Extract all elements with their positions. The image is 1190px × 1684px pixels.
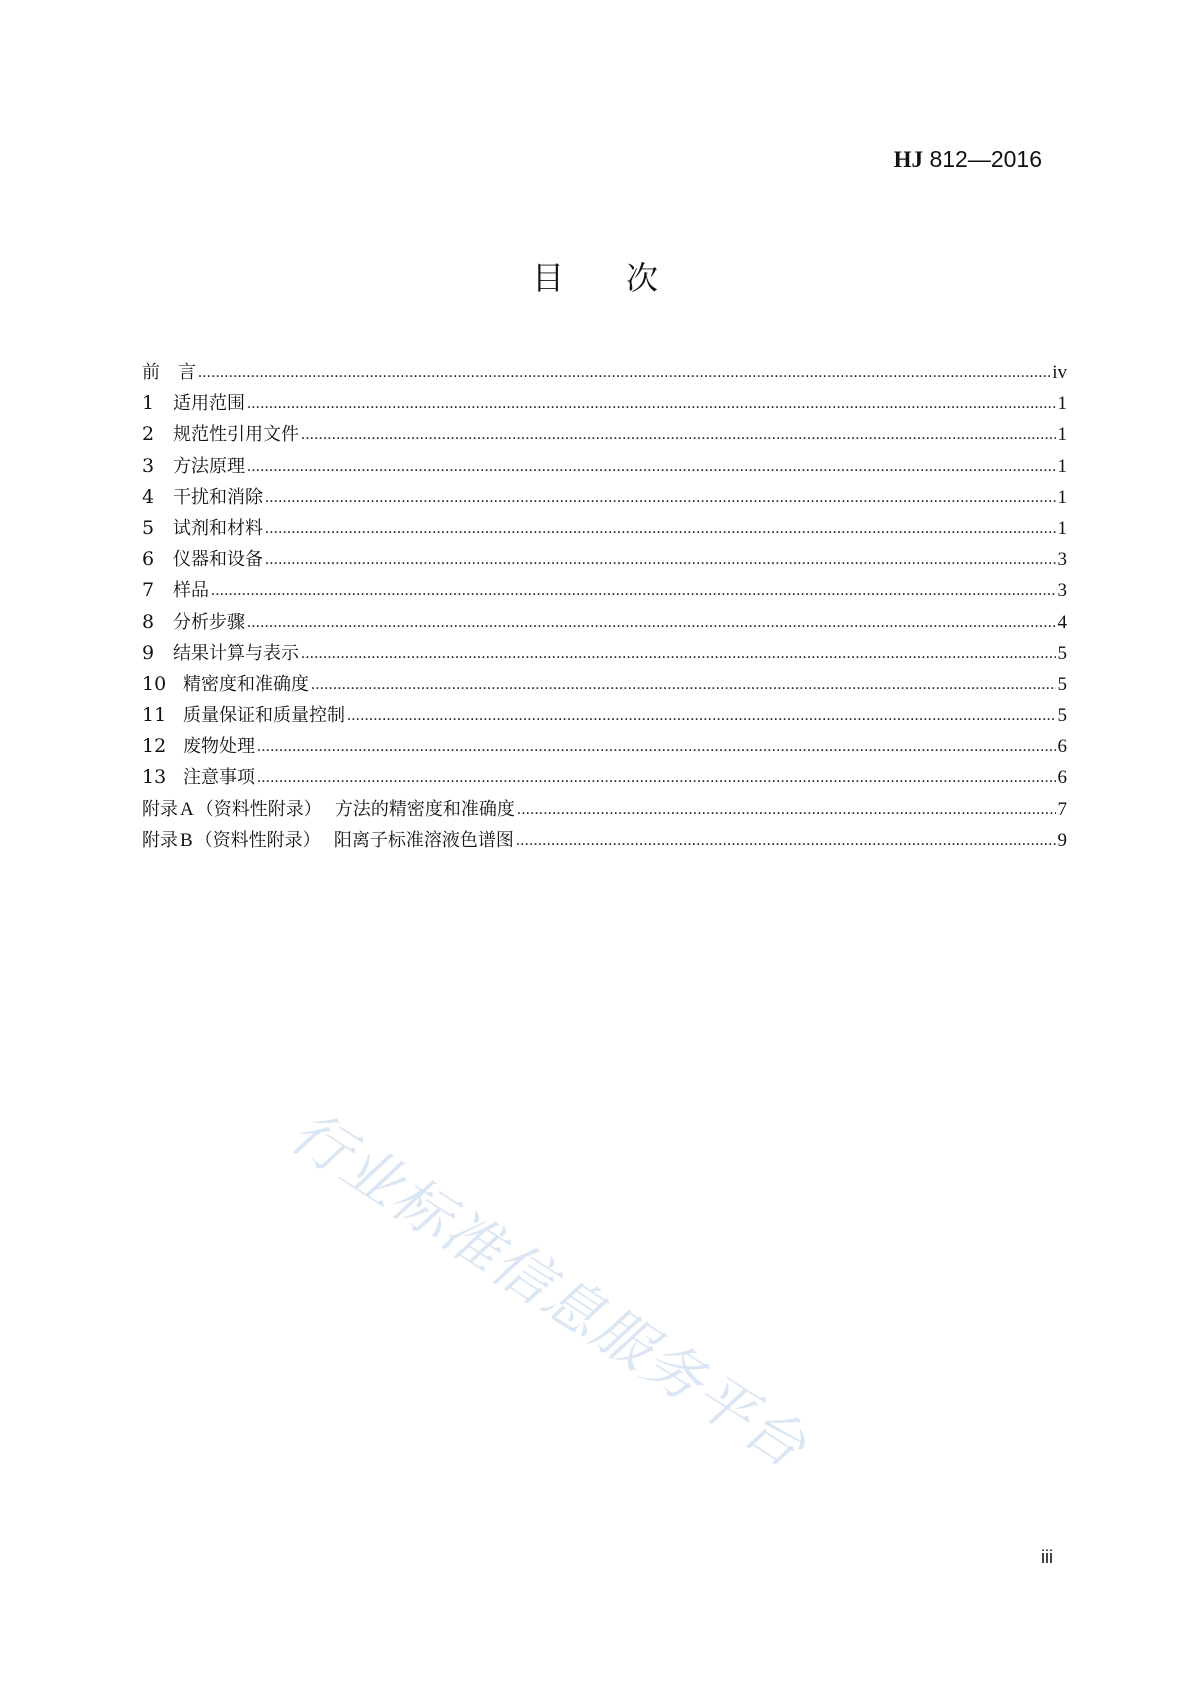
toc-entry-7[interactable] [142,575,1067,606]
toc-entry-11[interactable] [142,700,1067,731]
toc-entry-page: 1 [1057,517,1067,539]
toc-entry-page: 4 [1057,611,1067,633]
toc-entry-label: 质量保证和质量控制 [183,705,345,727]
toc-entry-number: 4 [142,485,155,508]
toc-entry-label: 前 言 [142,362,196,383]
toc-entry-label: 阳离子标准溶液色谱图 [333,829,514,851]
toc-entry-10[interactable] [142,669,1067,700]
watermark-text: 行业标准信息服务平台 [278,1097,820,1482]
toc-entry-number: 7 [142,579,155,602]
toc-entry-1[interactable] [142,388,1067,419]
toc-dot-leader [247,606,1056,638]
toc-dot-leader [301,637,1056,669]
toc-entry-label: 精密度和准确度 [183,673,309,695]
toc-dot-leader [347,699,1056,731]
toc-entry-page: 1 [1057,393,1067,415]
appendix-prefix: 附录 [142,798,178,820]
standard-code-prefix: HJ [893,147,924,172]
page-title-char-2: 次 [626,259,659,297]
page-number: iii [1041,1547,1053,1567]
toc-entry-page: 1 [1057,424,1067,446]
toc-dot-leader [257,730,1056,762]
standard-code-header [894,145,1042,174]
toc-entry-9[interactable] [142,638,1067,669]
toc-entry-label: 分析步骤 [173,611,245,633]
toc-entry-number: 5 [142,516,155,539]
toc-entry-page: 3 [1057,549,1067,571]
toc-entry-4[interactable] [142,482,1067,513]
appendix-heading [142,825,321,856]
toc-dot-leader [247,387,1056,419]
toc-entry-number: 13 [142,766,167,789]
appendix-letter: B [180,829,193,851]
toc-dot-leader [198,356,1050,388]
toc-entry-label: 样品 [173,580,209,602]
toc-entry-label: 规范性引用文件 [173,424,299,446]
appendix-type: （资料性附录） [195,798,322,820]
toc-dot-leader [211,574,1056,606]
toc-entry-label: 干扰和消除 [173,486,263,508]
toc-dot-leader [311,668,1056,700]
appendix-heading [142,794,322,825]
appendix-type: （资料性附录） [194,829,321,851]
toc-entry-13[interactable] [142,762,1067,793]
toc-entry-label: 废物处理 [183,736,255,758]
toc-entry-page: 3 [1057,580,1067,602]
toc-entry-label: 适用范围 [173,393,245,415]
toc-entry-label: 试剂和材料 [173,517,263,539]
toc-entry-label: 仪器和设备 [173,549,263,571]
toc-dot-leader [516,824,1056,856]
toc-entry-label: 注意事项 [183,767,255,789]
toc-entry-number: 8 [142,610,155,633]
toc-entry-6[interactable] [142,544,1067,575]
toc-dot-leader [265,481,1056,513]
standard-code-number: 812—2016 [923,146,1042,172]
toc-entry-foreword[interactable] [142,357,1067,388]
toc-entry-label: 结果计算与表示 [173,642,299,664]
table-of-contents [142,357,1067,856]
toc-entry-number: 9 [142,641,155,664]
appendix-prefix: 附录 [142,829,178,851]
toc-entry-appendix-b[interactable] [142,825,1067,856]
toc-entry-page: 5 [1057,642,1067,664]
toc-entry-number: 2 [142,423,155,446]
toc-entry-page: 1 [1057,455,1067,477]
toc-entry-8[interactable] [142,607,1067,638]
toc-entry-page: 6 [1057,736,1067,758]
toc-entry-page: 7 [1057,798,1067,820]
page-title-char-1: 目 [531,259,564,297]
appendix-letter: A [180,798,194,820]
toc-entry-number: 6 [142,548,155,571]
toc-entry-number: 10 [142,672,167,695]
toc-dot-leader [265,512,1056,544]
toc-entry-label: 方法的精密度和准确度 [334,798,515,820]
toc-entry-number: 11 [142,704,167,727]
toc-dot-leader [517,793,1056,825]
toc-entry-number: 1 [142,392,155,415]
toc-dot-leader [301,418,1056,450]
toc-entry-page: 1 [1057,486,1067,508]
toc-entry-12[interactable] [142,731,1067,762]
toc-entry-label: 方法原理 [173,455,245,477]
toc-entry-5[interactable] [142,513,1067,544]
toc-entry-page: 5 [1057,705,1067,727]
toc-entry-page: 5 [1057,673,1067,695]
toc-entry-3[interactable] [142,451,1067,482]
toc-entry-page: 9 [1057,829,1067,851]
toc-entry-number: 3 [142,454,155,477]
toc-entry-appendix-a[interactable] [142,794,1067,825]
toc-entry-page: iv [1052,362,1067,383]
toc-entry-2[interactable] [142,419,1067,450]
toc-dot-leader [265,543,1056,575]
toc-dot-leader [247,450,1056,482]
toc-dot-leader [257,761,1056,793]
page-title [0,258,1190,298]
toc-entry-page: 6 [1057,767,1067,789]
toc-entry-number: 12 [142,735,167,758]
